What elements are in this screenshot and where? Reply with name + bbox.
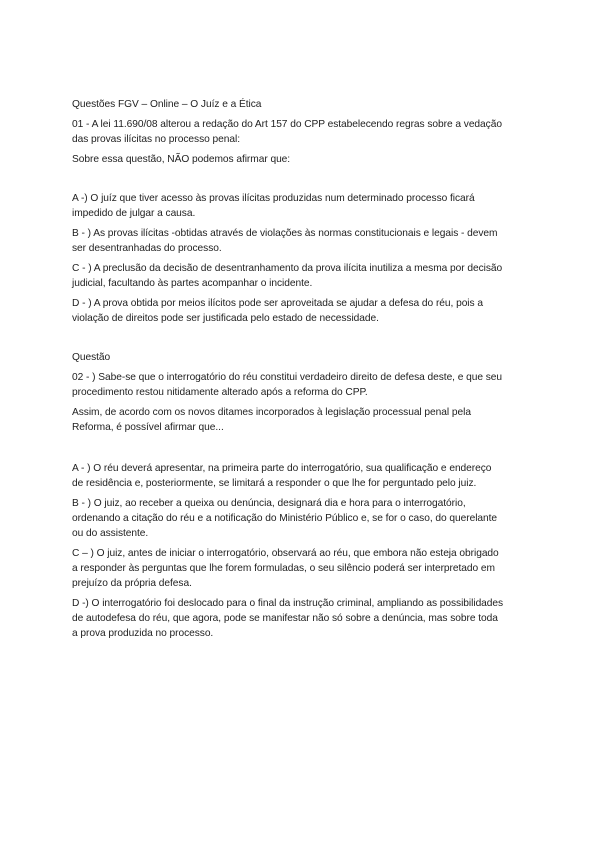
question-2-option-a: A - ) O réu deverá apresentar, na primeira parte do interrogatório, sua qualificação e endereço de residência e, posteriormente, se limitará a responder o que lhe for perguntado pelo juiz. xyxy=(72,463,492,489)
question-1-intro: 01 - A lei 11.690/08 alterou a redação do Art 157 do CPP estabelecendo regras sobre a vedação das provas ilícitas no processo penal: xyxy=(72,119,502,145)
question-1-option-b: B - ) As provas ilícitas -obtidas através de violações às normas constitucionais e legais - devem ser desentranhadas do processo. xyxy=(72,228,498,254)
spacer xyxy=(72,172,532,191)
question-2-option-b: B - ) O juiz, ao receber a queixa ou denúncia, designará dia e hora para o interrogatório, ordenando a citação do réu e a notificação do Ministério Público e, se for o caso, do querelante ou do assistente. xyxy=(72,498,498,539)
question-1-prompt: Sobre essa questão, NÃO podemos afirmar que: xyxy=(72,154,291,165)
spacer xyxy=(72,331,532,350)
question-2-prompt: Assim, de acordo com os novos ditames incorporados à legislação processual penal pela Reforma, é possível afirmar que... xyxy=(72,407,471,433)
question-1-option-c: C - ) A preclusão da decisão de desentranhamento da prova ilícita inutiliza a mesma por decisão judicial, facultando às partes acompanhar o incidente. xyxy=(72,263,503,289)
question-2-option-d: D -) O interrogatório foi deslocado para o final da instrução criminal, ampliando as possibilidades de autodefesa do réu, que agora, pode se manifestar não só sobre a denúncia, mas sobre toda a prova produzida no processo. xyxy=(72,598,504,639)
question-1-option-d: D - ) A prova obtida por meios ilícitos pode ser aproveitada se ajudar a defesa do réu, pois a violação de direitos pode ser justificada pelo estado de necessidade. xyxy=(72,298,483,324)
question-2-heading: Questão xyxy=(72,352,111,363)
spacer xyxy=(72,440,532,461)
question-2-intro: 02 - ) Sabe-se que o interrogatório do réu constitui verdadeiro direito de defesa deste, e que seu procedimento restou nitidamente alterado após a reforma do CPP. xyxy=(72,372,503,398)
question-2-option-c: C – ) O juiz, antes de iniciar o interrogatório, observará ao réu, que embora não esteja obrigado a responder às perguntas que lhe forem formuladas, o seu silêncio poderá ser interpretado em prejuízo da própria defesa. xyxy=(72,548,499,589)
document-page xyxy=(72,97,532,646)
question-1-option-a: A -) O juíz que tiver acesso às provas ilícitas produzidas num determinado processo ficará impedido de julgar a causa. xyxy=(72,193,475,219)
document-title: Questões FGV – Online – O Juíz e a Ética xyxy=(72,99,262,110)
